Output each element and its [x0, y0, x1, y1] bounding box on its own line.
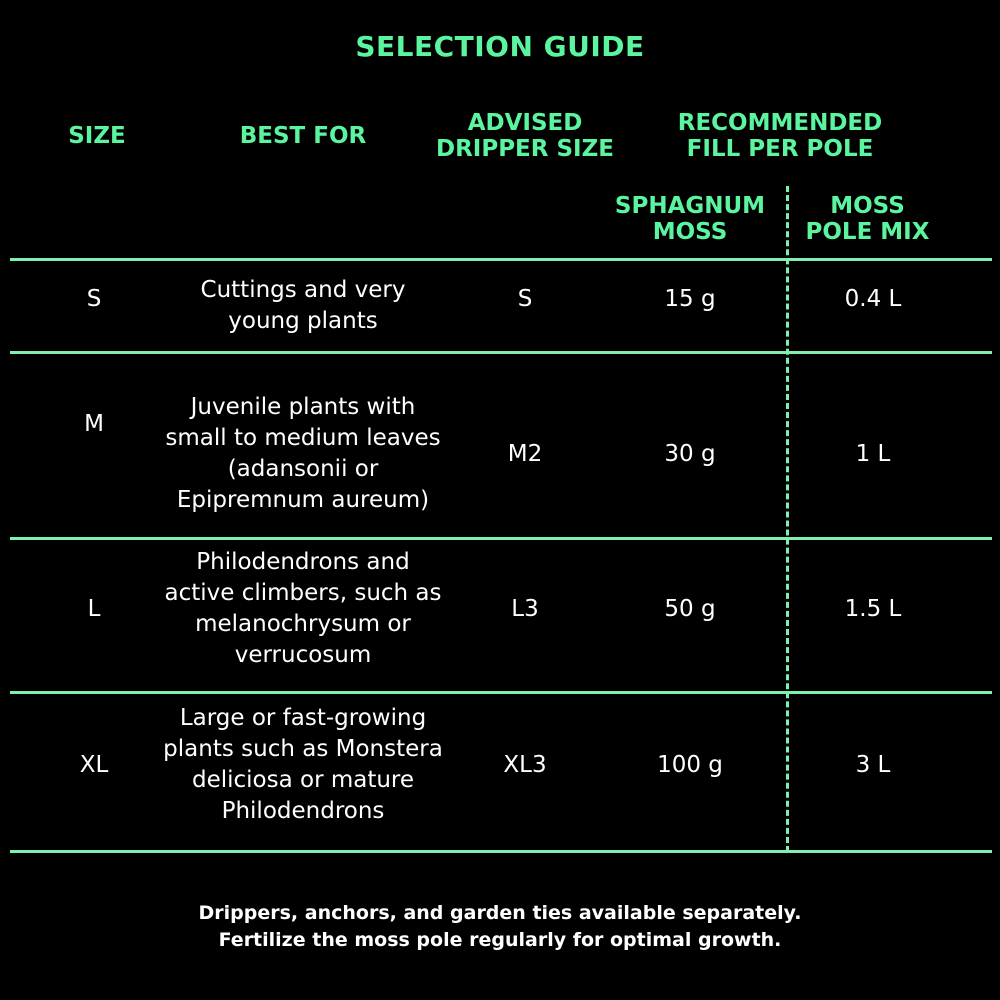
page-title: SELECTION GUIDE — [355, 30, 645, 63]
table-row — [0, 540, 1000, 691]
sphagnum-cell: 15 g — [664, 285, 716, 312]
header-sphagnum-moss — [590, 193, 790, 245]
footer-line: Fertilize the moss pole regularly for optimal growth. — [218, 929, 782, 951]
header-mix-line2: POLE MIX — [805, 219, 930, 245]
best-for-line: Philodendrons and — [196, 549, 410, 575]
best-for-line: (adansonii or — [227, 456, 379, 482]
header-best-for — [183, 123, 423, 149]
row-divider — [10, 850, 992, 853]
sphagnum-cell: 30 g — [664, 440, 716, 467]
header-sphagnum-line2: MOSS — [652, 219, 728, 245]
header-dripper-size — [415, 110, 635, 162]
size-cell: S — [86, 285, 102, 312]
table-row — [0, 261, 1000, 351]
best-for-cell — [118, 694, 488, 836]
header-fill-line2: FILL PER POLE — [686, 136, 874, 162]
best-for-line: plants such as Monstera — [163, 736, 443, 762]
best-for-line: Epipremnum aureum) — [176, 487, 430, 513]
header-sphagnum-line1: SPHAGNUM — [614, 193, 766, 219]
best-for-line: Juvenile plants with — [190, 394, 416, 420]
header-mix-line1: MOSS — [830, 193, 905, 219]
header-size — [37, 123, 157, 149]
size-cell: L — [87, 595, 101, 622]
dripper-cell: XL3 — [503, 751, 547, 778]
moss-mix-cell: 1.5 L — [844, 595, 902, 622]
best-for-line: active climbers, such as — [164, 580, 442, 606]
header-fill-per-pole — [650, 110, 910, 162]
best-for-cell — [128, 261, 478, 351]
sphagnum-cell: 100 g — [657, 751, 723, 778]
best-for-cell — [118, 354, 488, 554]
header-dripper-line1: ADVISED — [467, 110, 583, 136]
header-best-for-label: BEST FOR — [239, 123, 367, 149]
moss-mix-cell: 0.4 L — [844, 285, 902, 312]
dripper-cell: S — [517, 285, 533, 312]
dripper-cell: M2 — [507, 440, 543, 467]
sphagnum-cell: 50 g — [664, 595, 716, 622]
dripper-cell: L3 — [511, 595, 539, 622]
header-size-label: SIZE — [68, 123, 126, 149]
table-row — [0, 694, 1000, 850]
footer-line: Drippers, anchors, and garden ties available separately. — [198, 902, 802, 924]
size-cell: M — [84, 410, 104, 437]
header-moss-pole-mix — [785, 193, 950, 245]
best-for-line: small to medium leaves — [165, 425, 441, 451]
best-for-line: Philodendrons — [221, 798, 385, 824]
best-for-line: Large or fast-growing — [179, 705, 427, 731]
header-fill-line1: RECOMMENDED — [677, 110, 883, 136]
best-for-line: young plants — [228, 308, 378, 334]
best-for-line: verrucosum — [234, 642, 372, 668]
moss-mix-cell: 1 L — [855, 440, 891, 467]
best-for-cell — [118, 540, 488, 678]
best-for-line: deliciosa or mature — [191, 767, 415, 793]
header-dripper-line2: DRIPPER SIZE — [435, 136, 614, 162]
footer-note — [0, 900, 1000, 954]
size-cell: XL — [79, 751, 109, 778]
best-for-line: Cuttings and very — [200, 277, 406, 303]
best-for-line: melanochrysum or — [195, 611, 411, 637]
table-row — [0, 354, 1000, 537]
moss-mix-cell: 3 L — [855, 751, 891, 778]
